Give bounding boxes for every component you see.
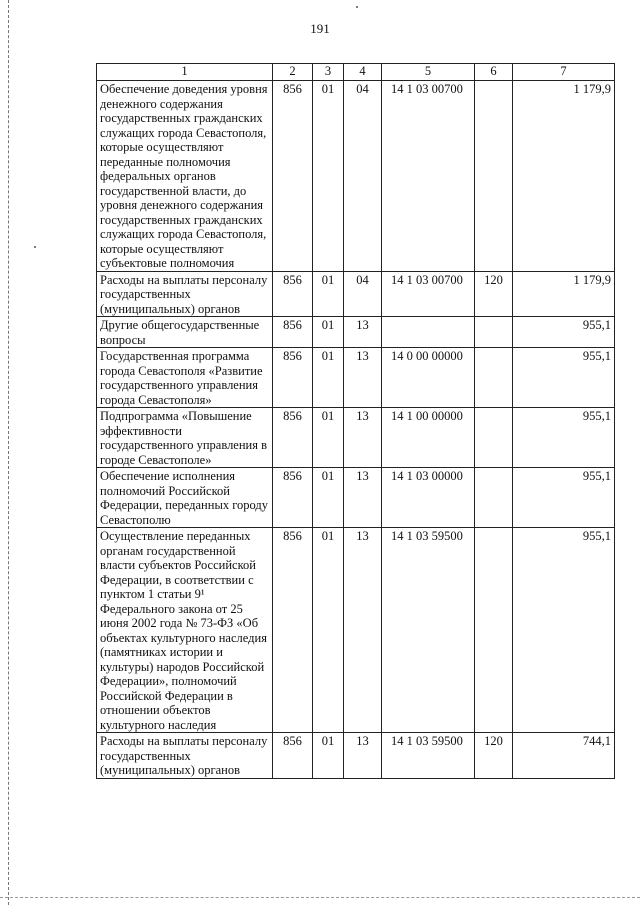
table-row	[97, 348, 615, 408]
row-section: 01	[313, 528, 344, 733]
scan-edge-left	[8, 0, 9, 905]
header-cell: 1	[97, 64, 273, 81]
row-section: 01	[313, 348, 344, 408]
header-cell: 2	[273, 64, 313, 81]
row-section: 01	[313, 468, 344, 528]
row-grbs: 856	[273, 528, 313, 733]
row-amount: 955,1	[513, 468, 615, 528]
scan-speck	[34, 246, 36, 248]
table-row	[97, 733, 615, 779]
row-grbs: 856	[273, 408, 313, 468]
row-expense-type	[475, 408, 513, 468]
table-header-row	[97, 64, 615, 81]
row-amount: 955,1	[513, 408, 615, 468]
row-grbs: 856	[273, 468, 313, 528]
row-subsection: 04	[344, 271, 382, 317]
row-amount: 1 179,9	[513, 81, 615, 272]
row-amount: 1 179,9	[513, 271, 615, 317]
row-section: 01	[313, 81, 344, 272]
scan-edge-bottom	[0, 897, 640, 898]
row-section: 01	[313, 733, 344, 779]
header-cell: 3	[313, 64, 344, 81]
row-target-article: 14 1 03 00000	[382, 468, 475, 528]
row-name: Государственная программа города Севастополя «Развитие государственного управления города Севастополя»	[97, 348, 273, 408]
row-expense-type	[475, 317, 513, 348]
row-section: 01	[313, 271, 344, 317]
row-expense-type	[475, 348, 513, 408]
row-target-article: 14 1 00 00000	[382, 408, 475, 468]
header-cell: 4	[344, 64, 382, 81]
row-subsection: 13	[344, 733, 382, 779]
row-subsection: 13	[344, 408, 382, 468]
row-subsection: 13	[344, 468, 382, 528]
row-name: Расходы на выплаты персоналу государственных (муниципальных) органов	[97, 733, 273, 779]
row-name: Расходы на выплаты персоналу государственных (муниципальных) органов	[97, 271, 273, 317]
row-target-article: 14 1 03 00700	[382, 271, 475, 317]
header-cell: 6	[475, 64, 513, 81]
row-target-article: 14 1 03 59500	[382, 528, 475, 733]
header-cell: 5	[382, 64, 475, 81]
row-name: Обеспечение исполнения полномочий Российской Федерации, переданных городу Севастополю	[97, 468, 273, 528]
row-subsection: 13	[344, 348, 382, 408]
row-amount: 955,1	[513, 348, 615, 408]
row-subsection: 04	[344, 81, 382, 272]
table-row	[97, 271, 615, 317]
table-row	[97, 317, 615, 348]
row-subsection: 13	[344, 317, 382, 348]
row-grbs: 856	[273, 733, 313, 779]
row-expense-type: 120	[475, 271, 513, 317]
table-row	[97, 81, 615, 272]
row-grbs: 856	[273, 317, 313, 348]
row-expense-type	[475, 528, 513, 733]
row-name: Обеспечение доведения уровня денежного содержания государственных гражданских служащих города Севастополя, которые осуществляют переданные полномочия федеральных органов государственной власти, до уровня денежного содержания государственных гражданских служащих города Севастополя, которые осуществляют субъектовые полномочия	[97, 81, 273, 272]
row-expense-type	[475, 81, 513, 272]
row-subsection: 13	[344, 528, 382, 733]
row-section: 01	[313, 317, 344, 348]
row-amount: 744,1	[513, 733, 615, 779]
row-grbs: 856	[273, 271, 313, 317]
row-section: 01	[313, 408, 344, 468]
row-name: Подпрограмма «Повышение эффективности государственного управления в городе Севастополе»	[97, 408, 273, 468]
scan-speck	[356, 6, 358, 8]
budget-table	[96, 63, 615, 779]
row-amount: 955,1	[513, 317, 615, 348]
row-target-article	[382, 317, 475, 348]
row-name: Другие общегосударственные вопросы	[97, 317, 273, 348]
table-row	[97, 468, 615, 528]
table-row	[97, 408, 615, 468]
row-grbs: 856	[273, 348, 313, 408]
row-expense-type	[475, 468, 513, 528]
row-expense-type: 120	[475, 733, 513, 779]
row-target-article: 14 1 03 59500	[382, 733, 475, 779]
table-row	[97, 528, 615, 733]
row-grbs: 856	[273, 81, 313, 272]
row-name: Осуществление переданных органам государственной власти субъектов Российской Федерации, в соответствии с пунктом 1 статьи 9¹ Федерального закона от 25 июня 2002 года № 73-ФЗ «Об объектах культурного наследия (памятниках истории и культуры) народов Российской Федерации», полномочий Российской Федерации в отношении объектов культурного наследия	[97, 528, 273, 733]
page-number: 191	[310, 21, 330, 36]
row-amount: 955,1	[513, 528, 615, 733]
header-cell: 7	[513, 64, 615, 81]
row-target-article: 14 0 00 00000	[382, 348, 475, 408]
row-target-article: 14 1 03 00700	[382, 81, 475, 272]
